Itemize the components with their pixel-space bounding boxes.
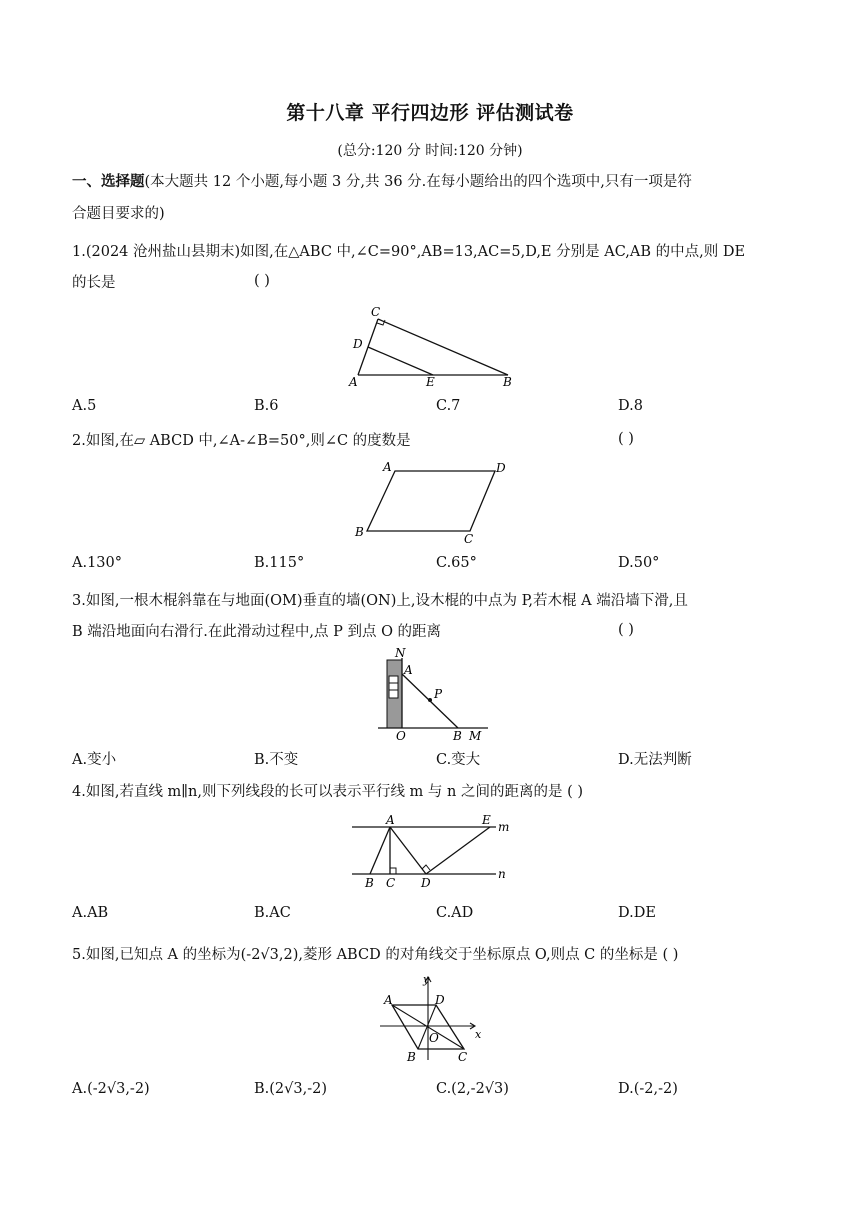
q1-answer-paren: ( )	[254, 273, 270, 289]
q3-stem-line1: 3.如图,一根木棍斜靠在与地面(OM)垂直的墙(ON)上,设木棍的中点为 P,若木棍 A 端沿墙下滑,且	[72, 593, 688, 609]
q3-label-P: P	[434, 687, 443, 701]
q3-label-O: O	[396, 729, 406, 742]
q2-label-C: C	[464, 532, 474, 546]
q1-label-E: E	[426, 375, 435, 389]
q2-figure	[350, 458, 520, 548]
q4-label-A: A	[386, 813, 395, 827]
q3-option-d: D.无法判断	[618, 752, 692, 768]
q2-label-B: B	[355, 525, 364, 539]
q1-option-a: A.5	[72, 398, 97, 414]
q1-label-D: D	[353, 337, 363, 351]
q5-label-B: B	[407, 1050, 416, 1064]
q4-label-D: D	[421, 876, 431, 890]
page-subtitle: (总分:120 分 时间:120 分钟)	[337, 143, 523, 159]
q3-label-N: N	[395, 646, 406, 660]
q1-label-B: B	[503, 375, 512, 389]
q3-label-B: B	[453, 729, 462, 742]
q4-stem-line1: 4.如图,若直线 m∥n,则下列线段的长可以表示平行线 m 与 n 之间的距离的是 ( )	[72, 784, 584, 800]
q5-label-D: D	[435, 993, 445, 1007]
q4-label-B: B	[365, 876, 374, 890]
q1-option-c: C.7	[436, 398, 461, 414]
q3-figure	[370, 646, 500, 742]
q5-label-C: C	[458, 1050, 468, 1064]
section-intro	[72, 172, 792, 192]
q1-option-b: B.6	[254, 398, 279, 414]
q3-answer-paren: ( )	[618, 622, 634, 638]
q5-option-a: A.(-2√3,-2)	[72, 1081, 150, 1097]
q4-label-m: m	[498, 820, 510, 834]
q3-option-a: A.变小	[72, 752, 117, 768]
q4-option-b: B.AC	[254, 905, 291, 921]
q4-label-C: C	[386, 876, 396, 890]
q5-stem-line1: 5.如图,已知点 A 的坐标为(-2√3,2),菱形 ABCD 的对角线交于坐标原点 O,则点 C 的坐标是 ( )	[72, 947, 679, 963]
q5-option-c: C.(2,-2√3)	[436, 1081, 509, 1097]
q4-option-c: C.AD	[436, 905, 474, 921]
q2-option-a: A.130°	[72, 555, 123, 571]
q1-figure	[340, 302, 520, 390]
q2-label-D: D	[496, 461, 506, 475]
q5-label-x: x	[475, 1028, 482, 1041]
q3-label-A: A	[404, 663, 413, 677]
q1-option-d: D.8	[618, 398, 643, 414]
q5-option-d: D.(-2,-2)	[618, 1081, 678, 1097]
q3-option-c: C.变大	[436, 752, 481, 768]
q5-label-A: A	[384, 993, 393, 1007]
q2-option-b: B.115°	[254, 555, 305, 571]
section-intro-line1: (本大题共 12 个小题,每小题 3 分,共 36 分.在每小题给出的四个选项中,只有一项是符	[144, 174, 692, 190]
q2-answer-paren: ( )	[618, 431, 634, 447]
q1-label-A: A	[349, 375, 358, 389]
q4-option-d: D.DE	[618, 905, 656, 921]
q4-option-a: A.AB	[72, 905, 109, 921]
q2-option-d: D.50°	[618, 555, 660, 571]
q5-label-y: y	[423, 973, 430, 986]
section-intro-line2: 合题目要求的)	[72, 206, 165, 222]
q3-stem-line2: B 端沿地面向右滑行.在此滑动过程中,点 P 到点 O 的距离	[72, 624, 442, 640]
q1-label-C: C	[371, 305, 381, 319]
page-title: 第十八章 平行四边形 评估测试卷	[286, 102, 574, 124]
q5-figure	[370, 972, 490, 1066]
q2-stem-line1: 2.如图,在▱ ABCD 中,∠A-∠B=50°,则∠C 的度数是	[72, 433, 411, 449]
q4-label-E: E	[482, 813, 491, 827]
q3-option-b: B.不变	[254, 752, 299, 768]
q3-label-M: M	[469, 729, 482, 742]
q4-figure	[344, 810, 524, 892]
q4-label-n: n	[498, 867, 506, 881]
q5-option-b: B.(2√3,-2)	[254, 1081, 328, 1097]
q1-stem-line2: 的长是	[72, 275, 116, 291]
section-heading: 一、选择题	[72, 174, 145, 190]
q2-label-A: A	[383, 460, 392, 474]
q5-label-O: O	[429, 1031, 439, 1045]
q2-option-c: C.65°	[436, 555, 477, 571]
q1-stem-line1: 1.(2024 沧州盐山县期末)如图,在△ABC 中,∠C=90°,AB=13,AC=5,D,E 分别是 AC,AB 的中点,则 DE	[72, 244, 746, 260]
